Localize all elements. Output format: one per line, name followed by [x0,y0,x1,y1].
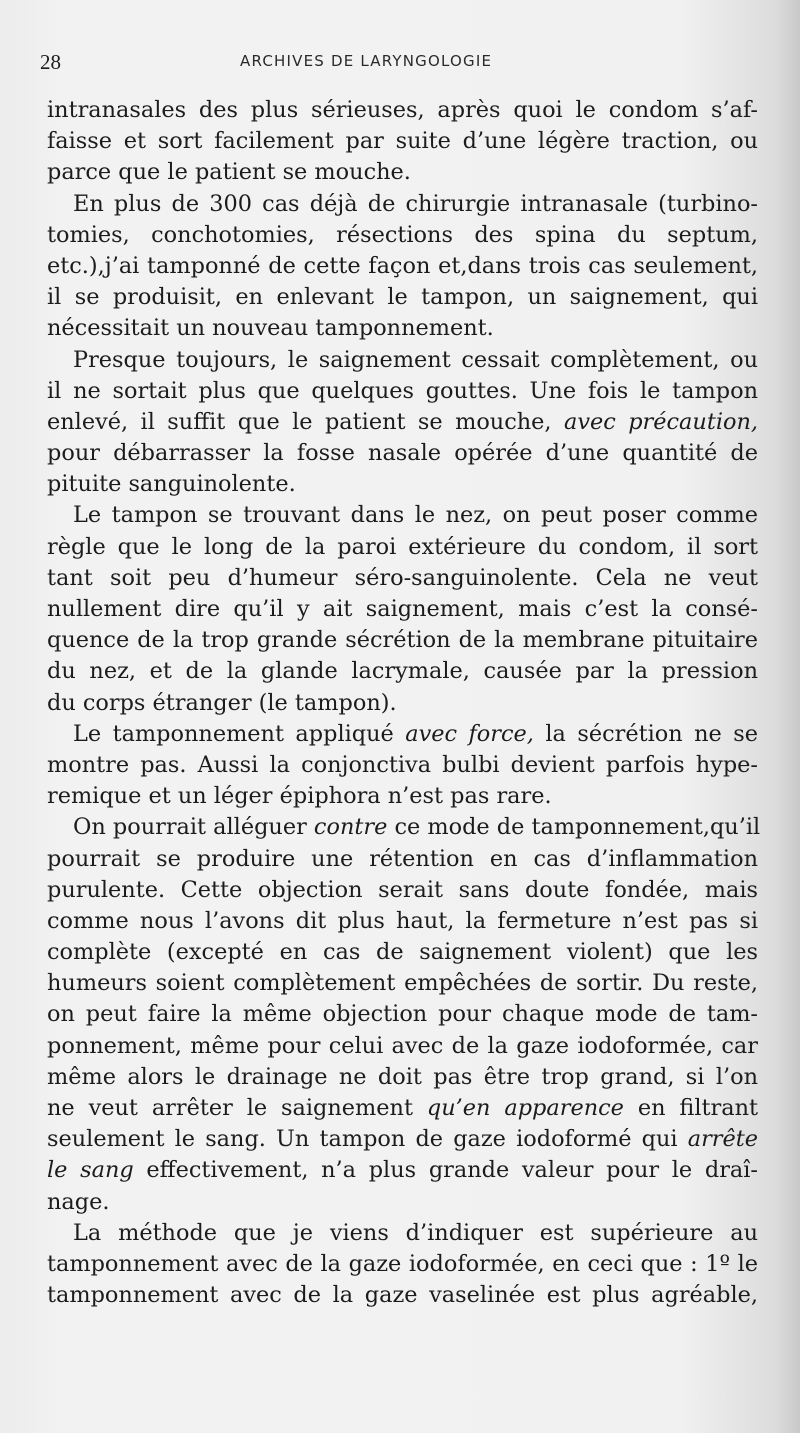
text-segment: Le tamponnement appliqué [73,720,394,747]
text-line: quence de la trop grande sécrétion de la membrane pituitaire [47,627,758,654]
text-line: La méthode que je viens d’indiquer est supérieure au [73,1219,758,1246]
text-line: du nez, et de la glande lacrymale, causée par la pression [47,658,758,685]
text-line: il se produisit, en enlevant le tampon, un saignement, qui [47,284,758,311]
text-line [47,407,758,438]
text-line: pituite sanguinolente. [47,471,296,498]
text-line: même alors le drainage ne doit pas être trop grand, si l’on [47,1063,758,1090]
text-segment: effectivement, n’a plus grande valeur pour le draî- [146,1157,758,1184]
text-line: tamponnement avec de la gaze vaselinée est plus agréable, [47,1282,758,1309]
text-line: purulente. Cette objection serait sans doute fondée, mais [47,876,758,903]
text-line: etc.),j’ai tamponné de cette façon et,dans trois cas seulement, [47,252,758,279]
text-line: parce que le patient se mouche. [47,159,411,186]
text-line: nage. [47,1188,110,1215]
italic-segment: avec précaution, [564,408,758,435]
italic-segment: qu’en apparence [426,1095,624,1121]
text-segment: en filtrant [637,1095,759,1121]
text-line: pour débarrasser la fosse nasale opérée d’une quantité de [47,440,758,467]
body-text [47,95,761,1311]
italic-segment: avec force, [405,720,534,747]
text-line: nécessitait un nouveau tamponnement. [47,315,494,342]
text-line: humeurs soient complètement empêchées de sortir. Du reste, [47,970,758,997]
text-segment: enlevé, il suffit que le patient se mouche, [47,408,552,435]
italic-segment: contre [313,814,388,841]
text-line [47,719,758,750]
text-line: montre pas. Aussi la conjonctiva bulbi devient parfois hype- [47,751,758,778]
text-line: règle que le long de la paroi extérieure du condom, il sort [47,533,758,560]
text-line: En plus de 300 cas déjà de chirurgie intranasale (turbino- [73,190,758,217]
text-segment: On pourrait alléguer [73,814,307,841]
text-line [47,1124,758,1155]
journal-title: ARCHIVES DE LARYNGOLOGIE [240,52,493,70]
text-line: complète (excepté en cas de saignement violent) que les [47,939,758,966]
text-line [47,1093,758,1124]
text-segment: seulement le sang. Un tampon de gaze iodoformé qui [47,1126,678,1153]
text-line: tomies, conchotomies, résections des spina du septum, [47,221,758,248]
text-line: Le tampon se trouvant dans le nez, on peut poser comme [73,502,758,529]
italic-segment: le sang [47,1157,134,1184]
text-line: faisse et sort facilement par suite d’une légère traction, ou [47,128,758,155]
italic-segment: arrête [687,1126,758,1153]
page-number: 28 [40,50,61,74]
text-line: remique et un léger épiphora n’est pas rare. [47,783,552,810]
text-line: tant soit peu d’humeur séro-sanguinolente. Cela ne veut [47,564,758,591]
text-line [47,812,761,843]
text-line: tamponnement avec de la gaze iodoformée, en ceci que : 1º le [47,1250,758,1277]
text-line: nullement dire qu’il y ait saignement, mais c’est la consé- [47,596,758,622]
text-segment: ce mode de tamponnement,qu’il [394,814,761,841]
text-line: du corps étranger (le tampon). [47,689,397,716]
text-line: ponnement, même pour celui avec de la gaze iodoformée, car [47,1032,758,1059]
text-line: pourrait se produire une rétention en cas d’inflammation [47,845,758,872]
running-head [40,50,560,72]
text-line: on peut faire la même objection pour chaque mode de tam- [47,1001,758,1028]
text-line: Presque toujours, le saignement cessait complètement, ou [73,346,758,373]
text-segment: ne veut arrêter le saignement [47,1095,413,1121]
text-line: comme nous l’avons dit plus haut, la fermeture n’est pas si [47,907,758,934]
text-line [47,1155,758,1186]
text-line: il ne sortait plus que quelques gouttes. Une fois le tampon [47,377,758,404]
text-line: intranasales des plus sérieuses, après quoi le condom s’af- [47,97,758,123]
text-segment: la sécrétion ne se [545,720,758,747]
